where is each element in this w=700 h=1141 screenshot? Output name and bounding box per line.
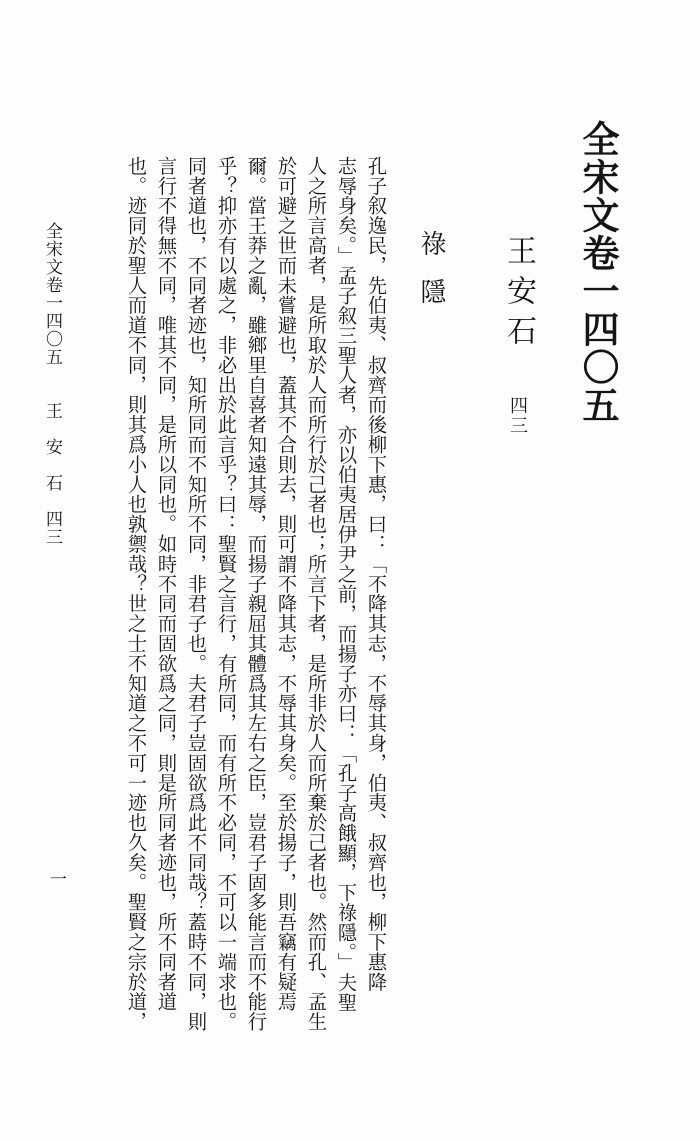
body-column: 同者道也，不同者迹也，知所同而不知所不同，非君子也。夫君子豈固欲爲此不同哉？蓋時不同，則 [185, 156, 208, 1032]
page-number: 一 [46, 870, 66, 887]
body-column: 志辱身矣。」孟子叙三聖人者，亦以伯夷居伊尹之前，而揚子亦曰：「孔子高餓顯，下祿隱。」夫聖 [335, 156, 358, 1013]
author-juan-number: 四三 [507, 396, 528, 436]
volume-title: 全宋文卷一四〇五 [576, 120, 620, 424]
body-column: 也。迹同於聖人而道不同，則其爲小人也孰禦哉？世之士不知道之不可一迹也久矣。聖賢之宗於道， [125, 156, 148, 1032]
body-column: 於可避之世而未嘗避也，蓋其不合則去，則可謂不降其志，不辱其身矣。至於揚子，則吾竊有疑焉 [275, 156, 298, 1012]
author-name: 王安石 [501, 235, 536, 355]
body-column: 言行不得無不同，唯其不同，是所以同也。如時不同而固欲爲之同，則是所同者迹也，所不同者道 [155, 156, 178, 1012]
body-column: 人之所言高者，是所取於人而所行於己者也；所言下者，是所非於人而所棄於己者也。然而孔、孟生 [305, 156, 328, 1032]
essay-title: 祿隱 [416, 230, 446, 326]
body-column: 爾。當王莽之亂，雖鄉里自喜者知遠其辱，而揚子親屈其體爲其左右之臣，豈君子固多能言而不能行 [245, 156, 268, 1032]
body-column: 乎？抑亦有以處之，非必出於此言乎？曰：聖賢之言行，有所同，而有所不必同，不可以一端求也。 [215, 156, 238, 1032]
running-head: 全宋文卷一四〇五 王 安 石 四三 [42, 222, 62, 546]
body-column: 孔子叙逸民，先伯夷、叔齊而後柳下惠，曰：「不降其志，不辱其身，伯夷、叔齊也，柳下惠降 [365, 156, 388, 992]
